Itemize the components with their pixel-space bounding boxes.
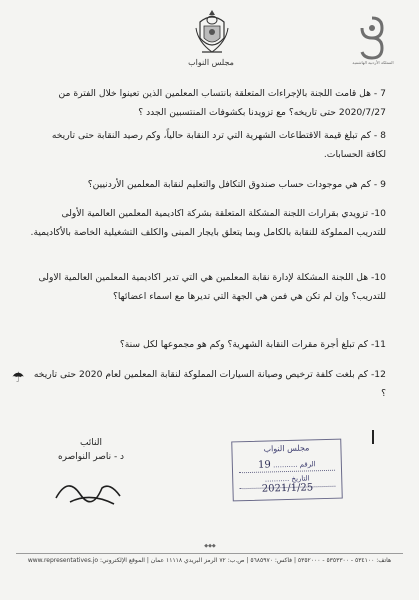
emblem-caption: مجلس النواب — [188, 58, 234, 67]
question-12: 12- كم بلغت كلفة ترخيص وصيانة السيارات المملوكة لنقابة المعلمين لعام 2020 حتى تاريخه ؟ — [33, 369, 386, 399]
question-10b: 10- هل اللجنة المشكلة لإدارة نقابة المعلمين هي التي تدير اكاديمية المعلمين العالمية الاولى للتدريب؟ وإن لم تكن هي فمن هي الجهة التي تديرها مع اسماء اعضائها؟ — [38, 272, 386, 302]
stamp-title: مجلس النواب — [263, 443, 310, 454]
footer-divider — [16, 553, 403, 554]
handwritten-signature — [50, 470, 130, 510]
signature-title: النائب — [79, 438, 103, 448]
parliament-brand-logo — [352, 12, 392, 60]
stamp-handwritten-date: 2021/1/25 — [261, 482, 314, 495]
margin-pen-mark — [372, 430, 380, 444]
signature-name: د - ناصر النواصره — [57, 452, 125, 462]
signature-block — [36, 438, 146, 462]
question-8: 8 - كم تبلغ قيمة الاقتطاعات الشهرية التي ترد النقابة حالياً، وكم رصيد النقابة حتى تاريخه لكافة الحسابات. — [51, 130, 386, 160]
footer-emblem-icon: ◆◆◆ — [204, 543, 216, 549]
question-11: 11- كم تبلغ أجرة مقرات النقابة الشهرية؟ وكم هو مجموعها لكل سنة؟ — [119, 339, 386, 350]
stamp-date-line — [239, 474, 335, 495]
stamp-number-line — [239, 458, 335, 474]
receipt-stamp — [231, 439, 343, 502]
question-7: 7 - هل قامت اللجنة بالإجراءات المتعلقة بانتساب المعلمين الذين تعينوا خلال الفترة من 2020/7/27 حتى تاريخه؟ مع تزويدنا بكشوفات المنتسبين الجدد ؟ — [58, 88, 386, 118]
stamp-handwritten-number: 19 — [257, 459, 271, 471]
stamp-number-label: الرقم ........... — [272, 460, 316, 470]
question-10a: 10- تزويدي بقرارات اللجنة المشكلة المتعلقة بشركة اكاديمية المعلمين العالمية الأولى للتدريب المملوكة للنقابة بالكامل وبما يتعلق بايجار المبنى والكلف التشغيلية الخاصة بالأكاديمية. — [30, 208, 386, 238]
question-9: 9 - كم هي موجودات حساب صندوق التكافل والتعليم لنقابة المعلمين الأردنيين؟ — [87, 179, 386, 190]
footer-contact: هاتف: ٥٣٤١٠٠ - ٥٣٥٣٣٠٠ - ٥٣٥٢٠٠٠ | فاكس: ٥٦٨٥٩٧٠ | ص.ب: ٧٢ الرمز البريدي ١١١١٨ عمان | الموقع الإلكتروني: www.representatives.jo — [27, 557, 392, 564]
stamp-date-label: التاريخ ........... — [264, 474, 310, 484]
coat-of-arms-emblem — [192, 8, 232, 58]
umbrella-mark-icon: ☂ — [12, 370, 25, 386]
brand-caption: المملكة الأردنية الهاشمية — [352, 60, 394, 65]
